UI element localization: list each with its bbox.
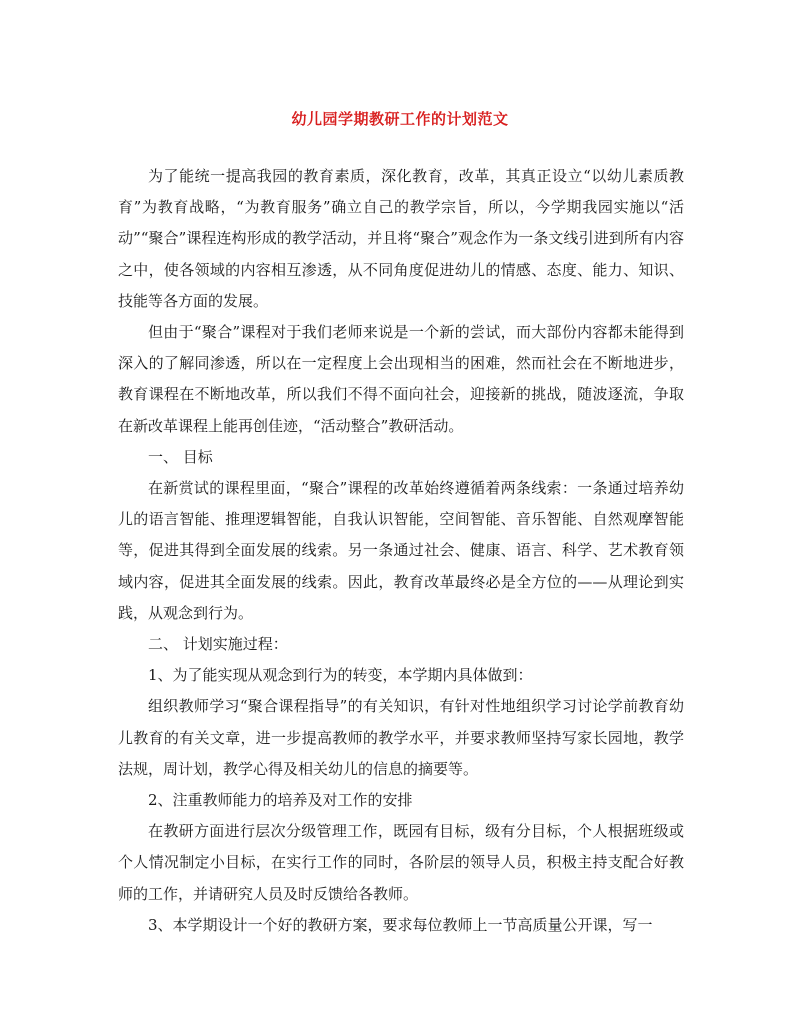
paragraph-goals: 在新赏试的课程里面，“聚合”课程的改革始终遵循着两条线索：一条通过培养幼儿的语言智能、推理逻辑智能，自我认识智能，空间智能、音乐智能、自然观摩智能等，促进其得到全面发展的线索。另一条通过社会、健康、语言、科学、艺术教育领域内容，促进其全面发展的线索。因此，教育改革最终必是全方位的——从理论到实践，从观念到行为。 xyxy=(118,479,684,622)
paragraph-item-1-detail: 组织教师学习“聚合课程指导”的有关知识，有针对性地组织学习讨论学前教育幼儿教育的有关文章，进一步提高教师的教学水平，并要求教师坚持写家长园地，教学法规，周计划，教学心得及相关幼儿的信息的摘要等。 xyxy=(118,697,684,778)
paragraph-challenge: 但由于“聚合”课程对于我们老师来说是一个新的尝试，而大部份内容都未能得到深入的了解同渗透，所以在一定程度上会出现相当的困难，然而社会在不断地进步，教育课程在不断地改革，所以我们不得不面向社会，迎接新的挑战，随波逐流，争取在新改革课程上能再创佳迹，“活动整合”教研活动。 xyxy=(118,323,684,435)
paragraph-intro: 为了能统一提高我园的教育素质，深化教育，改革，其真正设立“以幼儿素质教育”为教育战略，“为教育服务”确立自己的教学宗旨，所以，今学期我园实施以“活动”“聚合”课程连构形成的教学活动，并且将“聚合”观念作为一条文线引进到所有内容之中，使各领域的内容相互渗透，从不同角度促进幼儿的情感、态度、能力、知识、技能等各方面的发展。 xyxy=(118,167,684,310)
paragraph-item-1: 1、为了能实现从观念到行为的转变，本学期内具体做到： xyxy=(148,666,533,685)
section-heading-implementation: 二、 计划实施过程： xyxy=(148,635,288,654)
section-heading-goals: 一、 目标 xyxy=(148,447,213,466)
paragraph-item-2: 2、注重教师能力的培养及对工作的安排 xyxy=(148,791,413,810)
paragraph-item-3: 3、本学期设计一个好的教研方案，要求每位教师上一节高质量公开课，写一 xyxy=(148,915,653,934)
document-title: 幼儿园学期教研工作的计划范文 xyxy=(291,110,509,128)
document-body xyxy=(118,161,684,941)
paragraph-item-2-detail: 在教研方面进行层次分级管理工作，既园有目标，级有分目标，个人根据班级或个人情况制定小目标，在实行工作的同时，各阶层的领导人员，积极主持支配合好教师的工作，并请研究人员及时反馈给各教师。 xyxy=(118,822,684,903)
